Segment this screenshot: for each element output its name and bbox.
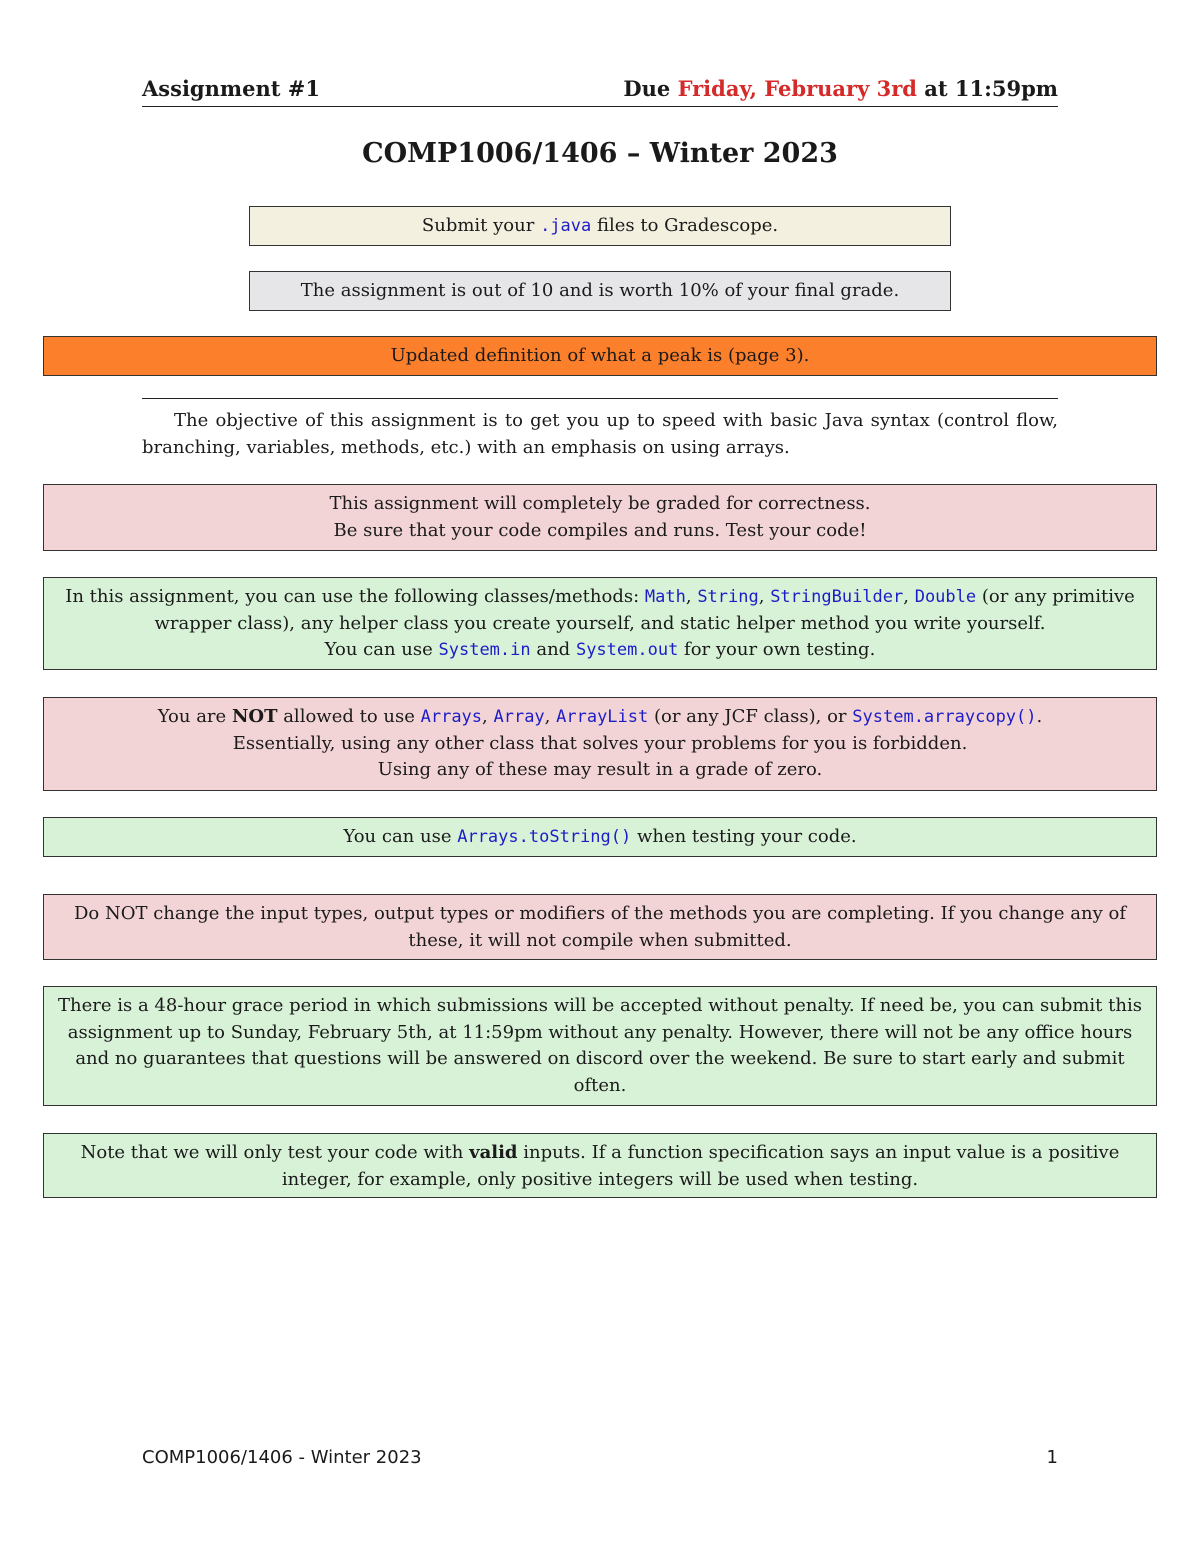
section-divider	[142, 398, 1058, 399]
forbidden-line-3: Using any of these may result in a grade of zero.	[377, 759, 823, 780]
objective-text: The objective of this assignment is to get you up to speed with basic Java syntax (control flow, branching, variables, methods, etc.) with an emphasis on using arrays.	[142, 410, 1058, 458]
correctness-line-2: Be sure that your code compiles and runs. Test your code!	[333, 519, 867, 541]
double-class-code: Double	[914, 587, 977, 607]
forbidden-text-3: (or any JCF class), or	[653, 706, 847, 727]
grace-period-box: There is a 48-hour grace period in which submissions will be accepted without penalty. If need be, you can submit this assignment up to Sunday, February 5th, at 11:59pm without any penalty. However, there will not be any office hours and no guarantees that questions will be answered on discord over the weekend. Be sure to start early and submit often.	[43, 986, 1157, 1106]
string-class-code: String	[697, 587, 759, 607]
footer-page-number: 1	[1046, 1447, 1058, 1468]
allowed-text-3: You can use	[324, 639, 433, 660]
stringbuilder-class-code: StringBuilder	[770, 587, 904, 607]
allowed-testing-line	[54, 637, 1146, 664]
forbidden-text-2: allowed to use	[283, 706, 415, 727]
objective-paragraph	[142, 407, 1058, 461]
forbidden-classes-box	[43, 697, 1157, 791]
math-class-code: Math	[644, 587, 686, 607]
header-assignment-label: Assignment #1	[142, 76, 320, 101]
allowed-text-4: and	[536, 639, 571, 660]
modifiers-warning-box: Do NOT change the input types, output types or modifiers of the methods you are completing. If you change any of these, it will not compile when submitted.	[43, 894, 1157, 960]
system-out-code: System.out	[575, 640, 679, 660]
allowed-text-1: In this assignment, you can use the following classes/methods:	[65, 586, 640, 607]
allowed-text-2: (or any primitive wrapper class), any helper class you create yourself, and static helper method you write yourself.	[154, 586, 1135, 634]
forbidden-text-1: You are	[157, 706, 227, 727]
due-date-highlight: Friday, February 3rd	[677, 76, 917, 101]
allowed-text-5: for your own testing.	[684, 639, 876, 660]
valid-inputs-box	[43, 1133, 1157, 1198]
valid-emphasis: valid	[469, 1142, 518, 1163]
valid-text-1: Note that we will only test your code with	[80, 1142, 464, 1163]
valid-text-2: inputs. If a function specification says an input value is a positive integer, for example, only positive integers will be used when testing.	[281, 1142, 1120, 1190]
update-notice-box: Updated definition of what a peak is (page 3).	[43, 336, 1157, 376]
tostring-text-1: You can use	[343, 826, 452, 847]
submit-prefix: Submit your	[421, 215, 535, 236]
submit-notice-box	[249, 206, 951, 246]
header-divider	[142, 106, 1058, 107]
allowed-paragraph: In this assignment, you can use the following classes/methods: Math, String, StringBuilder, Double (or any primitive wrapper class), any helper class you create yourself, and static helper method you write yourself.	[65, 586, 1135, 634]
tostring-text-2: when testing your code.	[636, 826, 857, 847]
arrays-tostring-code: Arrays.toString()	[457, 827, 632, 847]
forbidden-line-1: You are NOT allowed to use Arrays, Array, ArrayList (or any JCF class), or System.arraycopy().	[157, 706, 1043, 727]
header-due-date	[623, 76, 1058, 101]
arraycopy-method-code: System.arraycopy()	[852, 707, 1037, 727]
tostring-allowed-box	[43, 817, 1157, 857]
submit-suffix: files to Gradescope.	[596, 215, 779, 236]
array-class-code: Array	[493, 707, 545, 727]
system-in-code: System.in	[438, 640, 531, 660]
grade-notice-box: The assignment is out of 10 and is worth 10% of your final grade.	[249, 271, 951, 311]
correctness-line-1: This assignment will completely be graded for correctness.	[329, 493, 871, 514]
java-extension-code: .java	[540, 216, 592, 236]
due-prefix: Due	[623, 76, 671, 101]
page-title: COMP1006/1406 – Winter 2023	[362, 138, 838, 169]
allowed-classes-box	[43, 577, 1157, 670]
due-suffix: at 11:59pm	[924, 76, 1058, 101]
arraylist-class-code: ArrayList	[556, 707, 649, 727]
forbidden-line-2: Essentially, using any other class that solves your problems for you is forbidden.	[232, 732, 968, 754]
arrays-class-code: Arrays	[420, 707, 483, 727]
correctness-notice-box	[43, 484, 1157, 551]
footer-course-label: COMP1006/1406 - Winter 2023	[142, 1447, 422, 1468]
forbidden-not-emphasis: NOT	[231, 706, 278, 727]
